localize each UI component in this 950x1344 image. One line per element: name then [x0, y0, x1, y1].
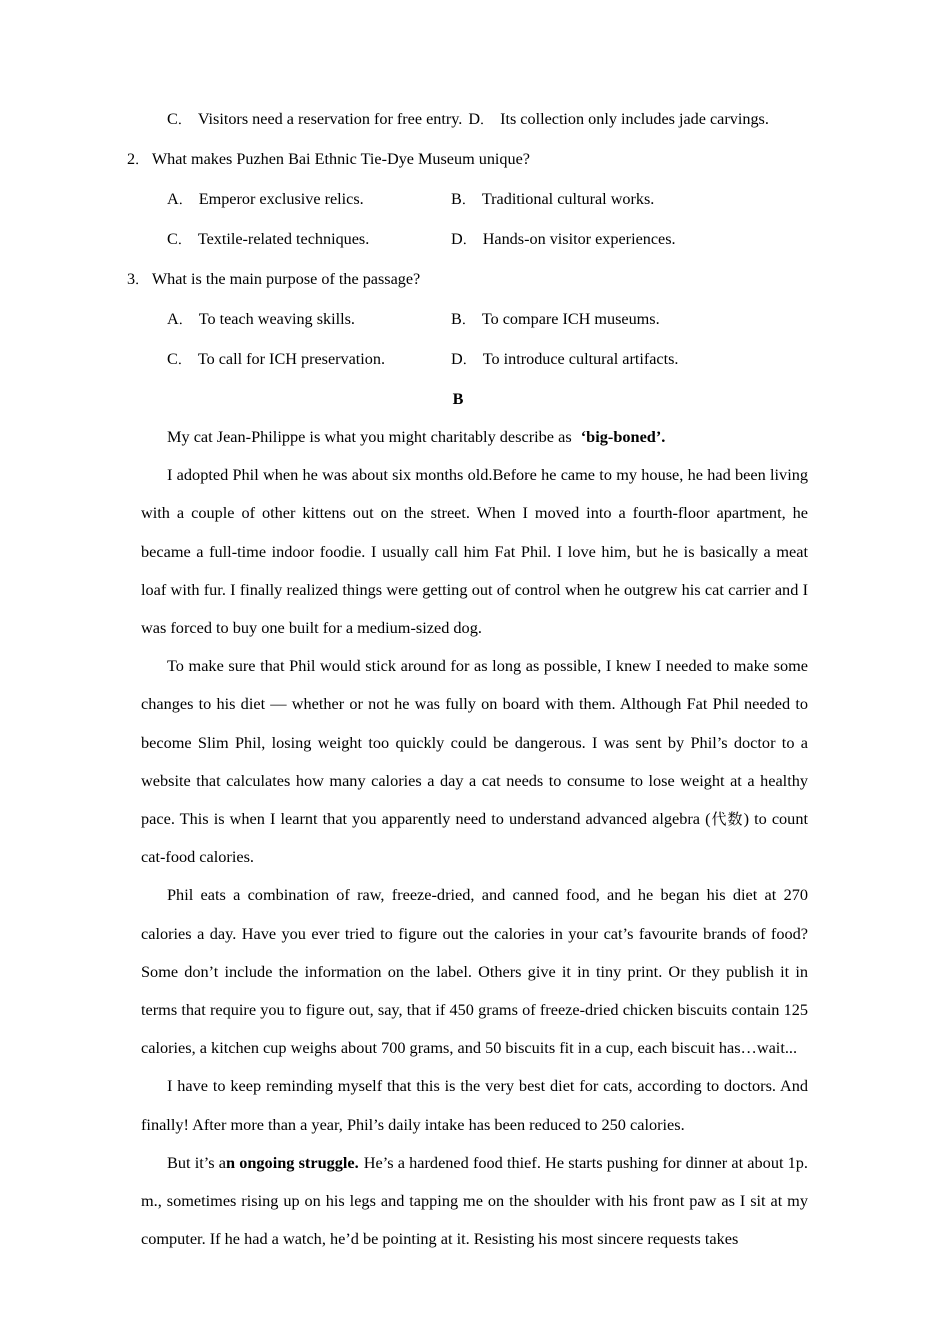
option-text-c: To call for ICH preservation. — [197, 350, 386, 368]
question-2-option-row-1 — [141, 180, 808, 220]
passage-p1-bold: ‘big-boned’. — [580, 427, 666, 446]
passage-p3-part-b: ) to count cat-food calories. — [141, 809, 808, 867]
option-label-b: B． — [451, 310, 475, 328]
option-label-a: A． — [167, 310, 192, 328]
question-3-option-row-1 — [141, 300, 808, 340]
option-label-c: C． — [167, 110, 191, 128]
question-3-option-b — [451, 300, 781, 340]
question-2-option-row-2 — [141, 220, 808, 260]
passage-paragraph-4: Phil eats a combination of raw, freeze-dried, and canned food, and he began his diet at 270 calories a day. Have you ever tried to figure out the calories in your cat’s favourite brands of food? Some don’t include the information on the label. Others give it in tiny print. Or they publish it in terms that require you to figure out, say, that if 450 grams of freeze-dried chicken biscuits contain 125 calories, a kitchen cup weighs about 700 grams, and 50 biscuits fit in a cup, each biscuit has…wait... — [141, 885, 808, 1058]
passage-p6-bold: n ongoing struggle. — [226, 1152, 359, 1172]
passage-paragraph-5: I have to keep reminding myself that this is the very best diet for cats, according to doctors. And finally! After more than a year, Phil’s daily intake has been reduced to 250 calories. — [141, 1076, 808, 1134]
section-heading-b: B — [452, 390, 464, 408]
option-label-c: C． — [167, 350, 191, 368]
passage-p3-part-a: To make sure that Phil would stick around for as long as possible, I knew I needed to make some changes to his diet — whether or not he was fully on board with them. Although Fat Phil needed to become Slim Phil, losing weight too quickly could be dangerous. I was sent by Phil’s doctor to a website that calculates how many calories a day a cat needs to consume to lose weight at a healthy pace. This is when I learnt that you apparently need to understand advanced algebra ( — [141, 656, 808, 829]
question-2-option-d — [451, 220, 781, 260]
passage-paragraph-1 — [141, 418, 808, 456]
option-label-c: C． — [167, 230, 191, 248]
passage-p6-part-a: But it’s a — [167, 1152, 226, 1172]
option-text-d: Its collection only includes jade carvings. — [500, 110, 769, 128]
option-label-b: B． — [451, 190, 475, 208]
question-2-text: What makes Puzhen Bai Ethnic Tie-Dye Museum unique? — [151, 150, 530, 168]
option-label-d: D． — [451, 230, 476, 248]
passage-p3-chinese-gloss: 代数 — [710, 810, 744, 829]
question-3-option-d — [451, 340, 781, 380]
option-text-b: To compare ICH museums. — [481, 310, 660, 328]
option-text-a: Emperor exclusive relics. — [198, 190, 364, 208]
passage-paragraph-6 — [141, 1144, 808, 1259]
passage-paragraph-3 — [141, 647, 808, 876]
option-text-c: Visitors need a reservation for free entry. — [197, 110, 463, 128]
question-3-option-row-2 — [141, 340, 808, 380]
option-text-d: Hands-on visitor experiences. — [482, 230, 676, 248]
question-2-option-c — [141, 220, 451, 260]
option-label-d: D． — [468, 110, 494, 128]
option-text-c: Textile-related techniques. — [197, 230, 370, 248]
passage-p6-part-b: He’s a hardened food thief. He starts pushing for dinner at about 1p. m., sometimes rising up on his legs and tapping me on the shoulder with his front paw as I sit at my computer. If he had a watch, he’d be pointing at it. Resisting his most sincere requests takes — [141, 1152, 808, 1249]
question-2-stem — [127, 140, 808, 180]
question-1-options-inline — [141, 100, 808, 140]
question-2-option-a — [141, 180, 451, 220]
passage-paragraph-2: I adopted Phil when he was about six months old.Before he came to my house, he had been living with a couple of other kittens out on the street. When I moved into a fourth-floor apartment, he became a full-time indoor foodie. I usually call him Fat Phil. I love him, but he is basically a meat loaf with fur. I finally realized things were getting out of control when he outgrew his cat carrier and I was forced to buy one built for a medium-sized dog. — [141, 465, 808, 638]
question-3-stem — [127, 260, 808, 300]
option-label-d: D． — [451, 350, 476, 368]
option-label-a: A． — [167, 190, 192, 208]
question-2-option-b — [451, 180, 781, 220]
option-text-b: Traditional cultural works. — [481, 190, 655, 208]
option-text-a: To teach weaving skills. — [198, 310, 355, 328]
passage-p1-plain: My cat Jean-Philippe is what you might charitably describe as — [167, 427, 576, 446]
question-3-option-c — [141, 340, 451, 380]
question-3-text: What is the main purpose of the passage? — [151, 270, 421, 288]
question-3-number: 3． — [127, 270, 149, 288]
option-text-d: To introduce cultural artifacts. — [482, 350, 679, 368]
question-3-option-a — [141, 300, 451, 340]
question-2-number: 2． — [127, 150, 149, 168]
